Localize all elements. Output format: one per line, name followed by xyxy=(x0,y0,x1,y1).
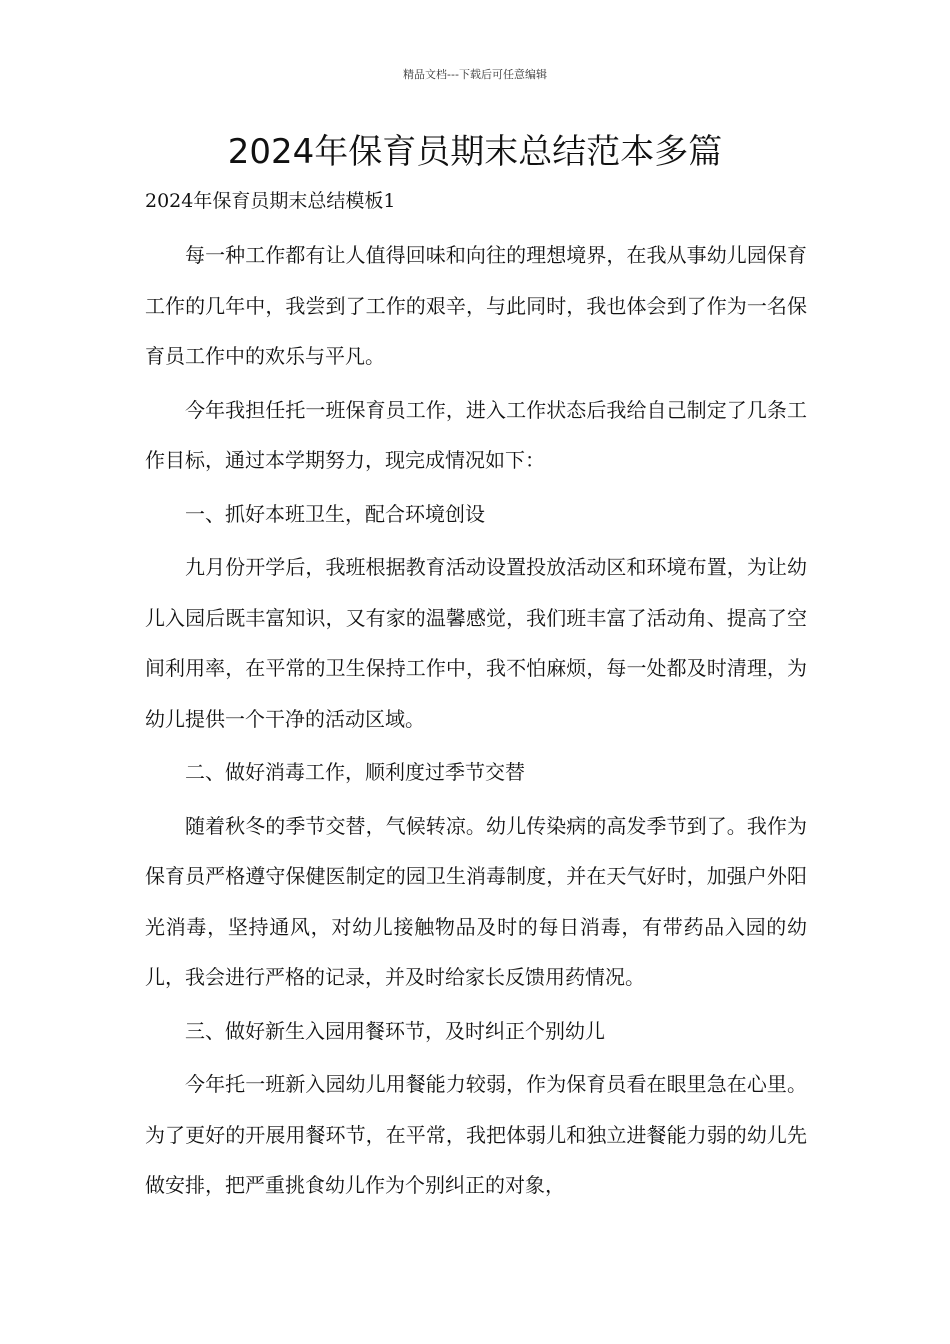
paragraph: 每一种工作都有让人值得回味和向往的理想境界，在我从事幼儿园保育工作的几年中，我尝到了工作的艰辛，与此同时，我也体会到了作为一名保育员工作中的欢乐与平凡。 xyxy=(145,243,807,368)
document-subtitle: 2024年保育员期末总结模板1 xyxy=(145,190,396,212)
document-body xyxy=(145,230,807,1214)
document-title: 2024年保育员期末总结范本多篇 xyxy=(227,132,723,172)
paragraph: 今年托一班新入园幼儿用餐能力较弱，作为保育员看在眼里急在心里。为了更好的开展用餐环节，在平常，我把体弱儿和独立进餐能力弱的幼儿先做安排，把严重挑食幼儿作为个别纠正的对象， xyxy=(145,1072,807,1197)
section-heading: 二、做好消毒工作，顺利度过季节交替 xyxy=(185,760,525,784)
section-heading: 三、做好新生入园用餐环节，及时纠正个别幼儿 xyxy=(185,1018,605,1043)
section-heading: 一、抓好本班卫生，配合环境创设 xyxy=(185,501,485,526)
paragraph: 今年我担任托一班保育员工作，进入工作状态后我给自己制定了几条工作目标，通过本学期努力，现完成情况如下： xyxy=(145,397,807,472)
paragraph: 九月份开学后，我班根据教育活动设置投放活动区和环境布置，为让幼儿入园后既丰富知识，又有家的温馨感觉，我们班丰富了活动角、提高了空间利用率，在平常的卫生保持工作中，我不怕麻烦，每一处都及时清理，为幼儿提供一个干净的活动区域。 xyxy=(145,555,807,731)
page-header-note: 精品文档---下载后可任意编辑 xyxy=(403,68,547,81)
paragraph: 随着秋冬的季节交替，气候转凉。幼儿传染病的高发季节到了。我作为保育员严格遵守保健医制定的园卫生消毒制度，并在天气好时，加强户外阳光消毒，坚持通风，对幼儿接触物品及时的每日消毒，有带药品入园的幼儿，我会进行严格的记录，并及时给家长反馈用药情况。 xyxy=(145,813,807,989)
